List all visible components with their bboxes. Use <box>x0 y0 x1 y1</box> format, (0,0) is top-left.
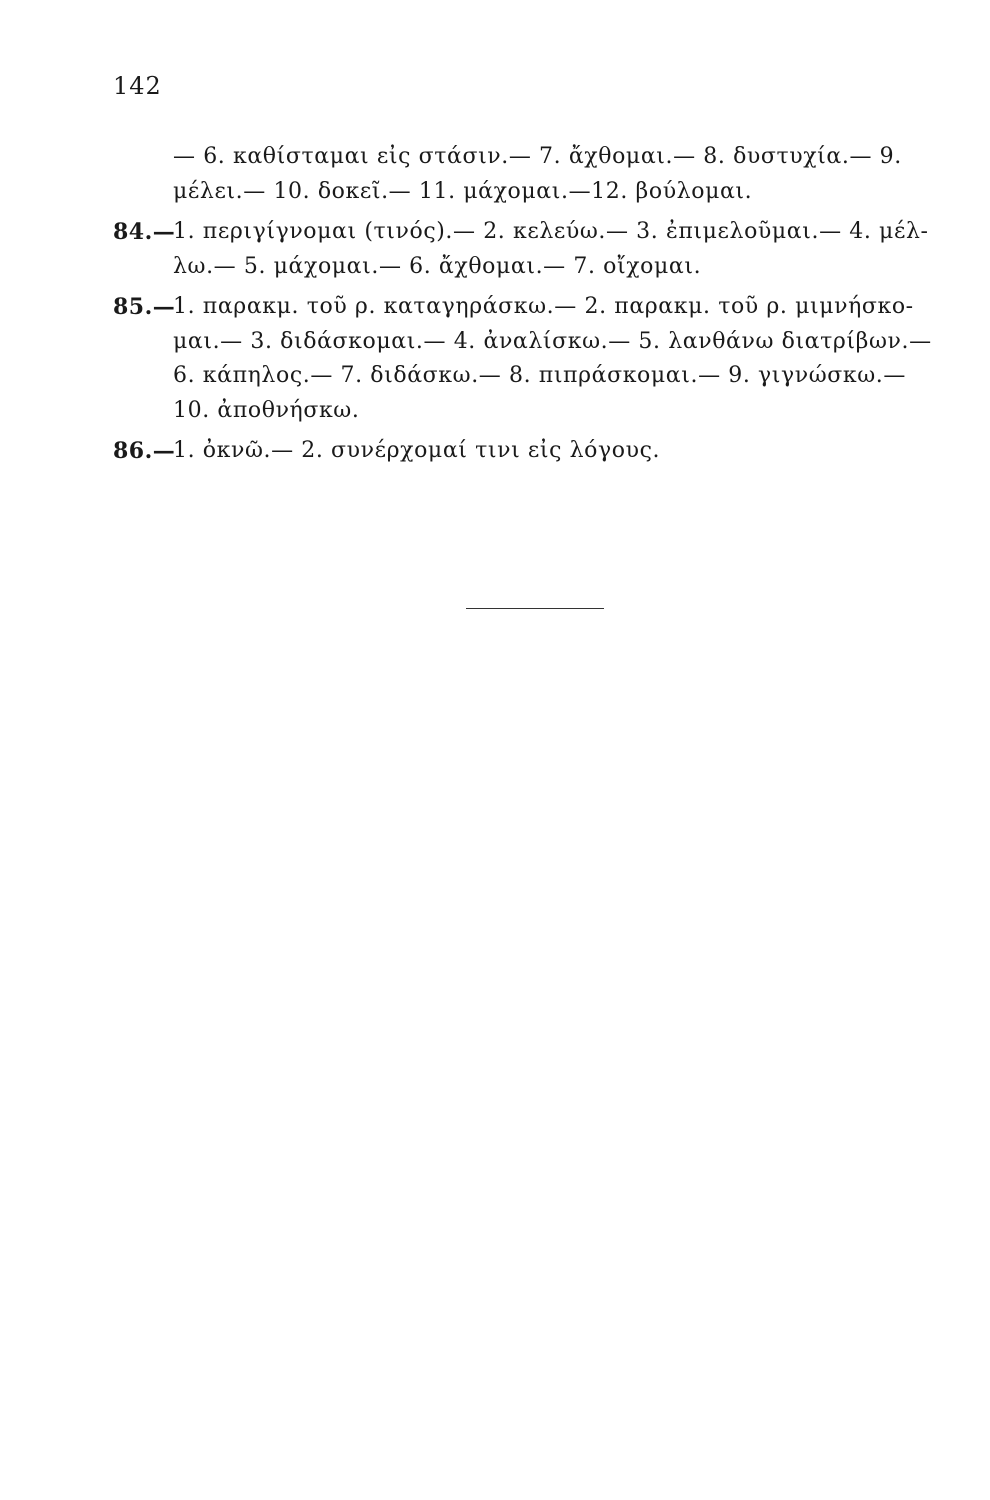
text-body <box>113 140 973 475</box>
text-line: μαι.— 3. διδάσκομαι.— 4. ἀναλίσκω.— 5. λανθάνω διατρίβων.— <box>173 328 932 354</box>
text-line: 1. ὀκνῶ.— 2. συνέρχομαί τινι εἰς λόγους. <box>173 438 661 463</box>
page-number: 142 <box>113 72 162 100</box>
entry-number: 86.— <box>113 438 176 464</box>
entry-number: 85.— <box>113 294 176 320</box>
text-line: μέλει.— 10. δοκεῖ.— 11. μάχομαι.—12. βούλομαι. <box>173 178 753 204</box>
text-line: — 6. καθίσταμαι εἰς στάσιν.— 7. ἄχθομαι.— 8. δυστυχία.— 9. <box>173 144 902 169</box>
entry-number: 84.— <box>113 219 176 245</box>
entry-84 <box>113 215 973 284</box>
text-line: λω.— 5. μάχομαι.— 6. ἄχθομαι.— 7. οἴχομαι. <box>173 253 702 279</box>
entry-continuation <box>173 140 973 209</box>
section-divider <box>466 608 604 609</box>
text-line: 10. ἀποθνήσκω. <box>173 397 360 423</box>
text-line: 1. παρακμ. τοῦ ρ. καταγηράσκω.— 2. παρακμ. τοῦ ρ. μιμνήσκο- <box>173 294 914 319</box>
text-line: 6. κάπηλος.— 7. διδάσκω.— 8. πιπράσκομαι.— 9. γιγνώσκω.— <box>173 363 906 388</box>
text-line: 1. περιγίγνομαι (τινός).— 2. κελεύω.— 3. ἐπιμελοῦμαι.— 4. μέλ- <box>173 219 929 244</box>
entry-85 <box>113 290 973 428</box>
entry-86 <box>113 434 973 469</box>
